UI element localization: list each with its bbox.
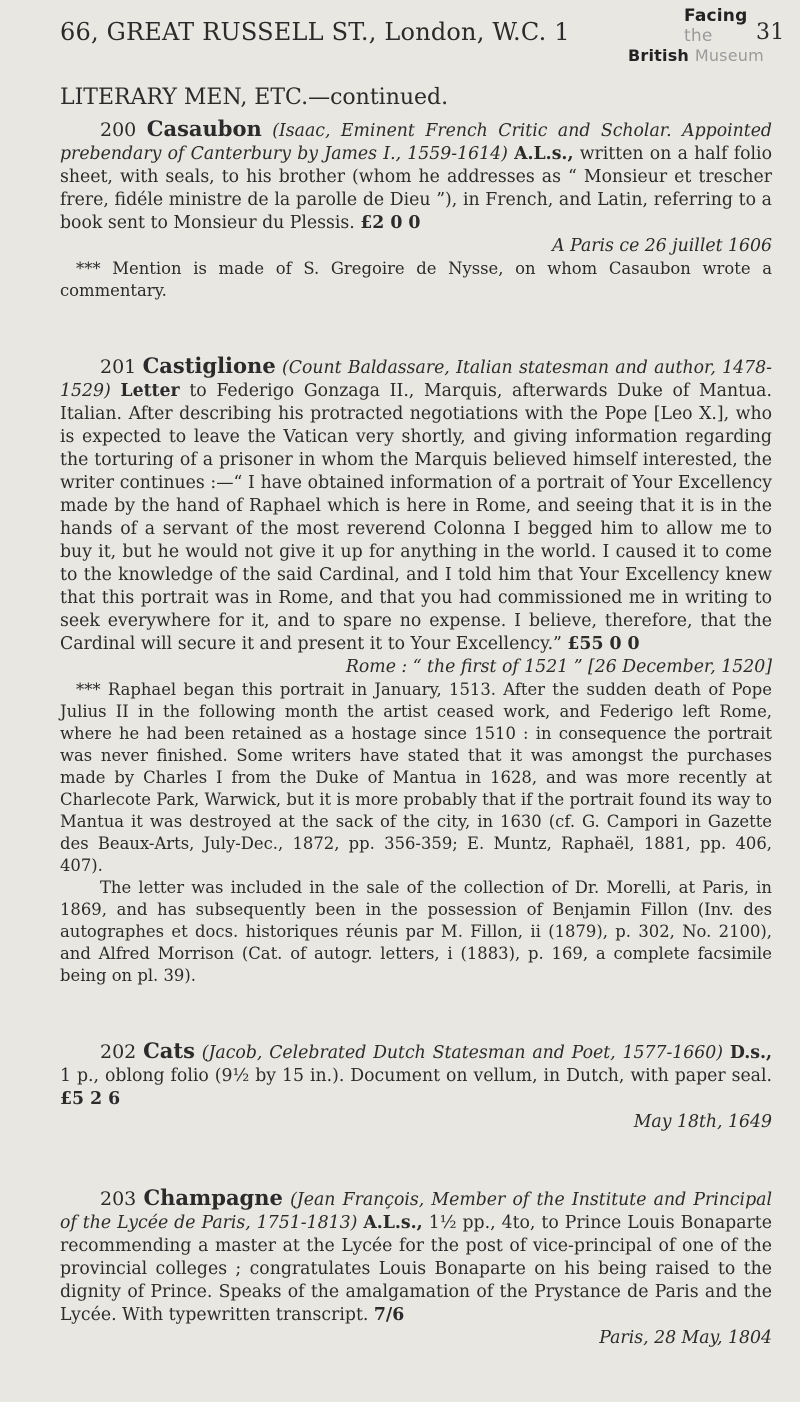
- entry-text: [60, 1039, 772, 1111]
- entry-price: £55 0 0: [567, 634, 640, 654]
- stamp-line2: British: [628, 46, 690, 65]
- entry-description: (Isaac, Eminent French Critic and Scholar. Appointed prebendary of Canterbury by James I., 1559-1614): [60, 121, 772, 164]
- entry-body: 1 p., oblong folio (9½ by 15 in.). Document on vellum, in Dutch, with paper seal.: [60, 1066, 772, 1086]
- entry-number: 200: [100, 119, 137, 141]
- stamp-line2-faint: Museum: [694, 46, 764, 65]
- catalogue-entry-200: [60, 117, 772, 302]
- entry-name: Cats: [143, 1038, 195, 1063]
- section-title: LITERARY MEN, ETC.—continued.: [60, 85, 449, 110]
- entry-description: (Count Baldassare, Italian statesman and author, 1478-1529): [60, 358, 772, 401]
- page-number: 31: [756, 20, 785, 45]
- entry-name: Casaubon: [146, 116, 262, 141]
- entry-date: May 18th, 1649: [633, 1112, 772, 1132]
- entry-body: to Federigo Gonzaga II., Marquis, afterwards Duke of Mantua. Italian. After describing his protracted negotiations with the Pope [Leo X.], who is expected to leave the Vatican very shortly, and giving information regarding the torturing of a prisoner in whom the Marquis believed himself interested, the writer continues :—“ I have obtained information of a portrait of Your Excellency made by the hand of Raphael which is here in Rome, and seeing that it is in the hands of a servant of the most reverend Colonna I begged him to allow me to buy it, but he would not give it up for anything in the world. I caused it to come to the knowledge of the said Cardinal, and I told him that Your Excellency knew that this portrait was in Rome, and that you had commissioned me in writing to seek everywhere for it, and to spare no expense. I believe, therefore, that the Cardinal will secure it and present it to Your Excellency.”: [60, 381, 772, 654]
- entry-abbreviation: Letter: [120, 381, 180, 401]
- entry-date: Rome : “ the first of 1521 ” [26 December, 1520]: [345, 657, 772, 677]
- entry-price: 7/6: [373, 1305, 405, 1325]
- entry-number: 203: [100, 1188, 137, 1210]
- entry-name: Champagne: [143, 1185, 283, 1210]
- entry-note-2: The letter was included in the sale of the collection of Dr. Morelli, at Paris, in 1869, and has subsequently been in the possession of Benjamin Fillon (Inv. des autographes et docs. historiques réunis par M. Fillon, ii (1879), p. 302, No. 2100), and Alfred Morrison (Cat. of autogr. letters, i (1883), p. 169, a complete facsimile being on pl. 39).: [60, 878, 772, 985]
- entry-name: Castiglione: [142, 353, 276, 378]
- entry-description: (Jacob, Celebrated Dutch Statesman and Poet, 1577-1660): [201, 1043, 724, 1063]
- entry-date: Paris, 28 May, 1804: [599, 1328, 772, 1348]
- entry-note: *** Raphael began this portrait in January, 1513. After the sudden death of Pope Julius II in the following month the artist ceased work, and Federigo left Rome, where he had been retained as a hostage since 1510 : in consequence the portrait was never finished. Some writers have stated that it was amongst the purchases made by Charles I from the Duke of Mantua in 1628, and was more recently at Charlecote Park, Warwick, but it is more probably that if the portrait found its way to Mantua it was destroyed at the sack of the city, in 1630 (cf. G. Campori in Gazette des Beaux-Arts, July-Dec., 1872, pp. 356-359; E. Muntz, Raphaël, 1881, pp. 406, 407).: [60, 680, 772, 875]
- stamp-line1-faint: the: [684, 26, 713, 46]
- entry-text: [60, 1186, 772, 1327]
- entry-number: 202: [100, 1041, 137, 1063]
- entry-date: A Paris ce 26 juillet 1606: [552, 236, 772, 256]
- catalogue-entry-201: [60, 354, 772, 987]
- entry-price: £5 2 6: [60, 1089, 121, 1109]
- entry-note: *** Mention is made of S. Gregoire de Nysse, on whom Casaubon wrote a commentary.: [60, 259, 772, 300]
- entry-price: £2 0 0: [360, 213, 421, 233]
- header-address: 66, GREAT RUSSELL ST., London, W.C. 1: [60, 18, 570, 46]
- entry-abbreviation: A.L.s.,: [363, 1213, 423, 1233]
- stamp-line1: Facing: [684, 6, 748, 26]
- entry-text: [60, 354, 772, 656]
- entry-body: 1½ pp., 4to, to Prince Louis Bonaparte recommending a master at the Lycée for the post of vice-principal of one of the provincial colleges ; congratulates Louis Bonaparte on his being raised to the dignity of Prince. Speaks of the amalgamation of the Prystance de Paris and the Lycée. With typewritten transcript.: [60, 1213, 772, 1325]
- catalogue-entry-203: [60, 1186, 772, 1350]
- entry-number: 201: [100, 356, 137, 378]
- entry-description: (Jean François, Member of the Institute and Principal of the Lycée de Paris, 1751-1813): [60, 1190, 772, 1233]
- entry-text: [60, 117, 772, 235]
- entry-body: written on a half folio sheet, with seals, to his brother (whom he addresses as “ Monsieur et trescher frere, fidéle ministre de la parolle de Dieu ”), in French, and Latin, referring to a book sent to Monsieur du Plessis.: [60, 144, 772, 233]
- page-header: [60, 6, 785, 65]
- entry-abbreviation: A.L.s.,: [514, 144, 574, 164]
- library-stamp: [628, 6, 768, 66]
- catalogue-entry-202: [60, 1039, 772, 1134]
- entry-abbreviation: D.s.,: [729, 1043, 773, 1063]
- page-content: [60, 86, 772, 1402]
